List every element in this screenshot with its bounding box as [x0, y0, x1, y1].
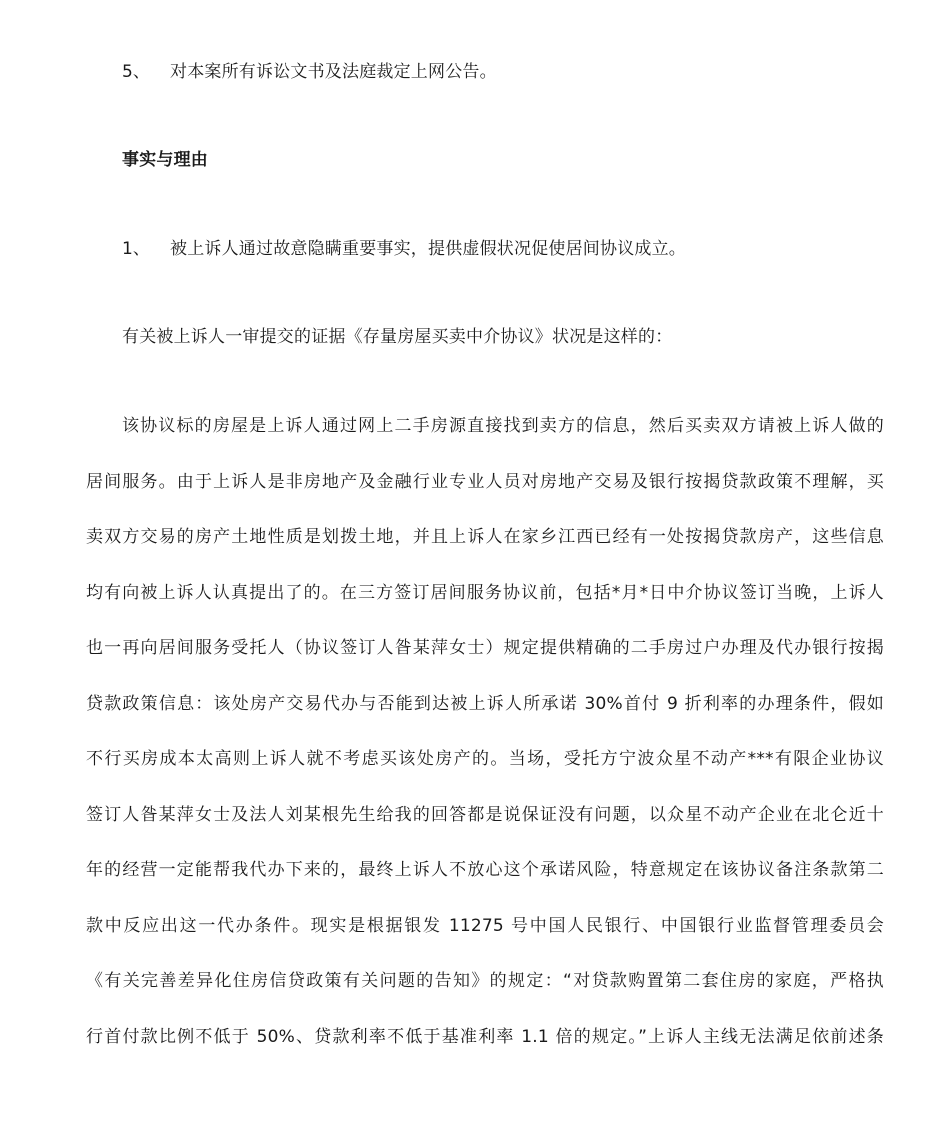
body-line: 《有关完善差异化住房信贷政策有关问题的告知》的规定：“对贷款购置第二套住房的家庭，严格执: [86, 971, 884, 991]
body-line: 均有向被上诉人认真提出了的。在三方签订居间服务协议前，包括*月*日中介协议签订当晚，上诉人: [86, 583, 884, 603]
body-line: 居间服务。由于上诉人是非房地产及金融行业专业人员对房地产交易及银行按揭贷款政策不理解，买: [86, 472, 884, 492]
item-1-text: 被上诉人通过故意隐瞒重要事实，提供虚假状况促使居间协议成立。: [170, 239, 686, 259]
item-5-number: 5、: [122, 62, 150, 82]
item-5-text: 对本案所有诉讼文书及法庭裁定上网公告。: [170, 62, 497, 82]
intro-paragraph: 有关被上诉人一审提交的证据《存量房屋买卖中介协议》状况是这样的：: [122, 327, 673, 347]
body-line: 行首付款比例不低于 50%、贷款利率不低于基准利率 1.1 倍的规定。”上诉人主线无法满足依前述条: [86, 1027, 884, 1047]
body-line: 贷款政策信息：该处房产交易代办与否能到达被上诉人所承诺 30%首付 9 折利率的办理条件，假如: [86, 694, 884, 714]
body-line: 签订人昝某萍女士及法人刘某根先生给我的回答都是说保证没有问题，以众星不动产企业在北仑近十: [86, 805, 884, 825]
section-heading: 事实与理由: [122, 150, 208, 170]
item-1-number: 1、: [122, 239, 150, 259]
body-line: 卖双方交易的房产土地性质是划拨土地，并且上诉人在家乡江西已经有一处按揭贷款房产，这些信息: [86, 527, 884, 547]
body-line: 不行买房成本太高则上诉人就不考虑买该处房产的。当场，受托方宁波众星不动产***有限企业协议: [86, 749, 884, 769]
body-line: 款中反应出这一代办条件。现实是根据银发 11275 号中国人民银行、中国银行业监督管理委员会: [86, 916, 884, 936]
body-line: 年的经营一定能帮我代办下来的，最终上诉人不放心这个承诺风险，特意规定在该协议备注条款第二: [86, 860, 884, 880]
body-line: 该协议标的房屋是上诉人通过网上二手房源直接找到卖方的信息，然后买卖双方请被上诉人做的: [122, 416, 884, 436]
body-line: 也一再向居间服务受托人（协议签订人昝某萍女士）规定提供精确的二手房过户办理及代办银行按揭: [86, 638, 884, 658]
